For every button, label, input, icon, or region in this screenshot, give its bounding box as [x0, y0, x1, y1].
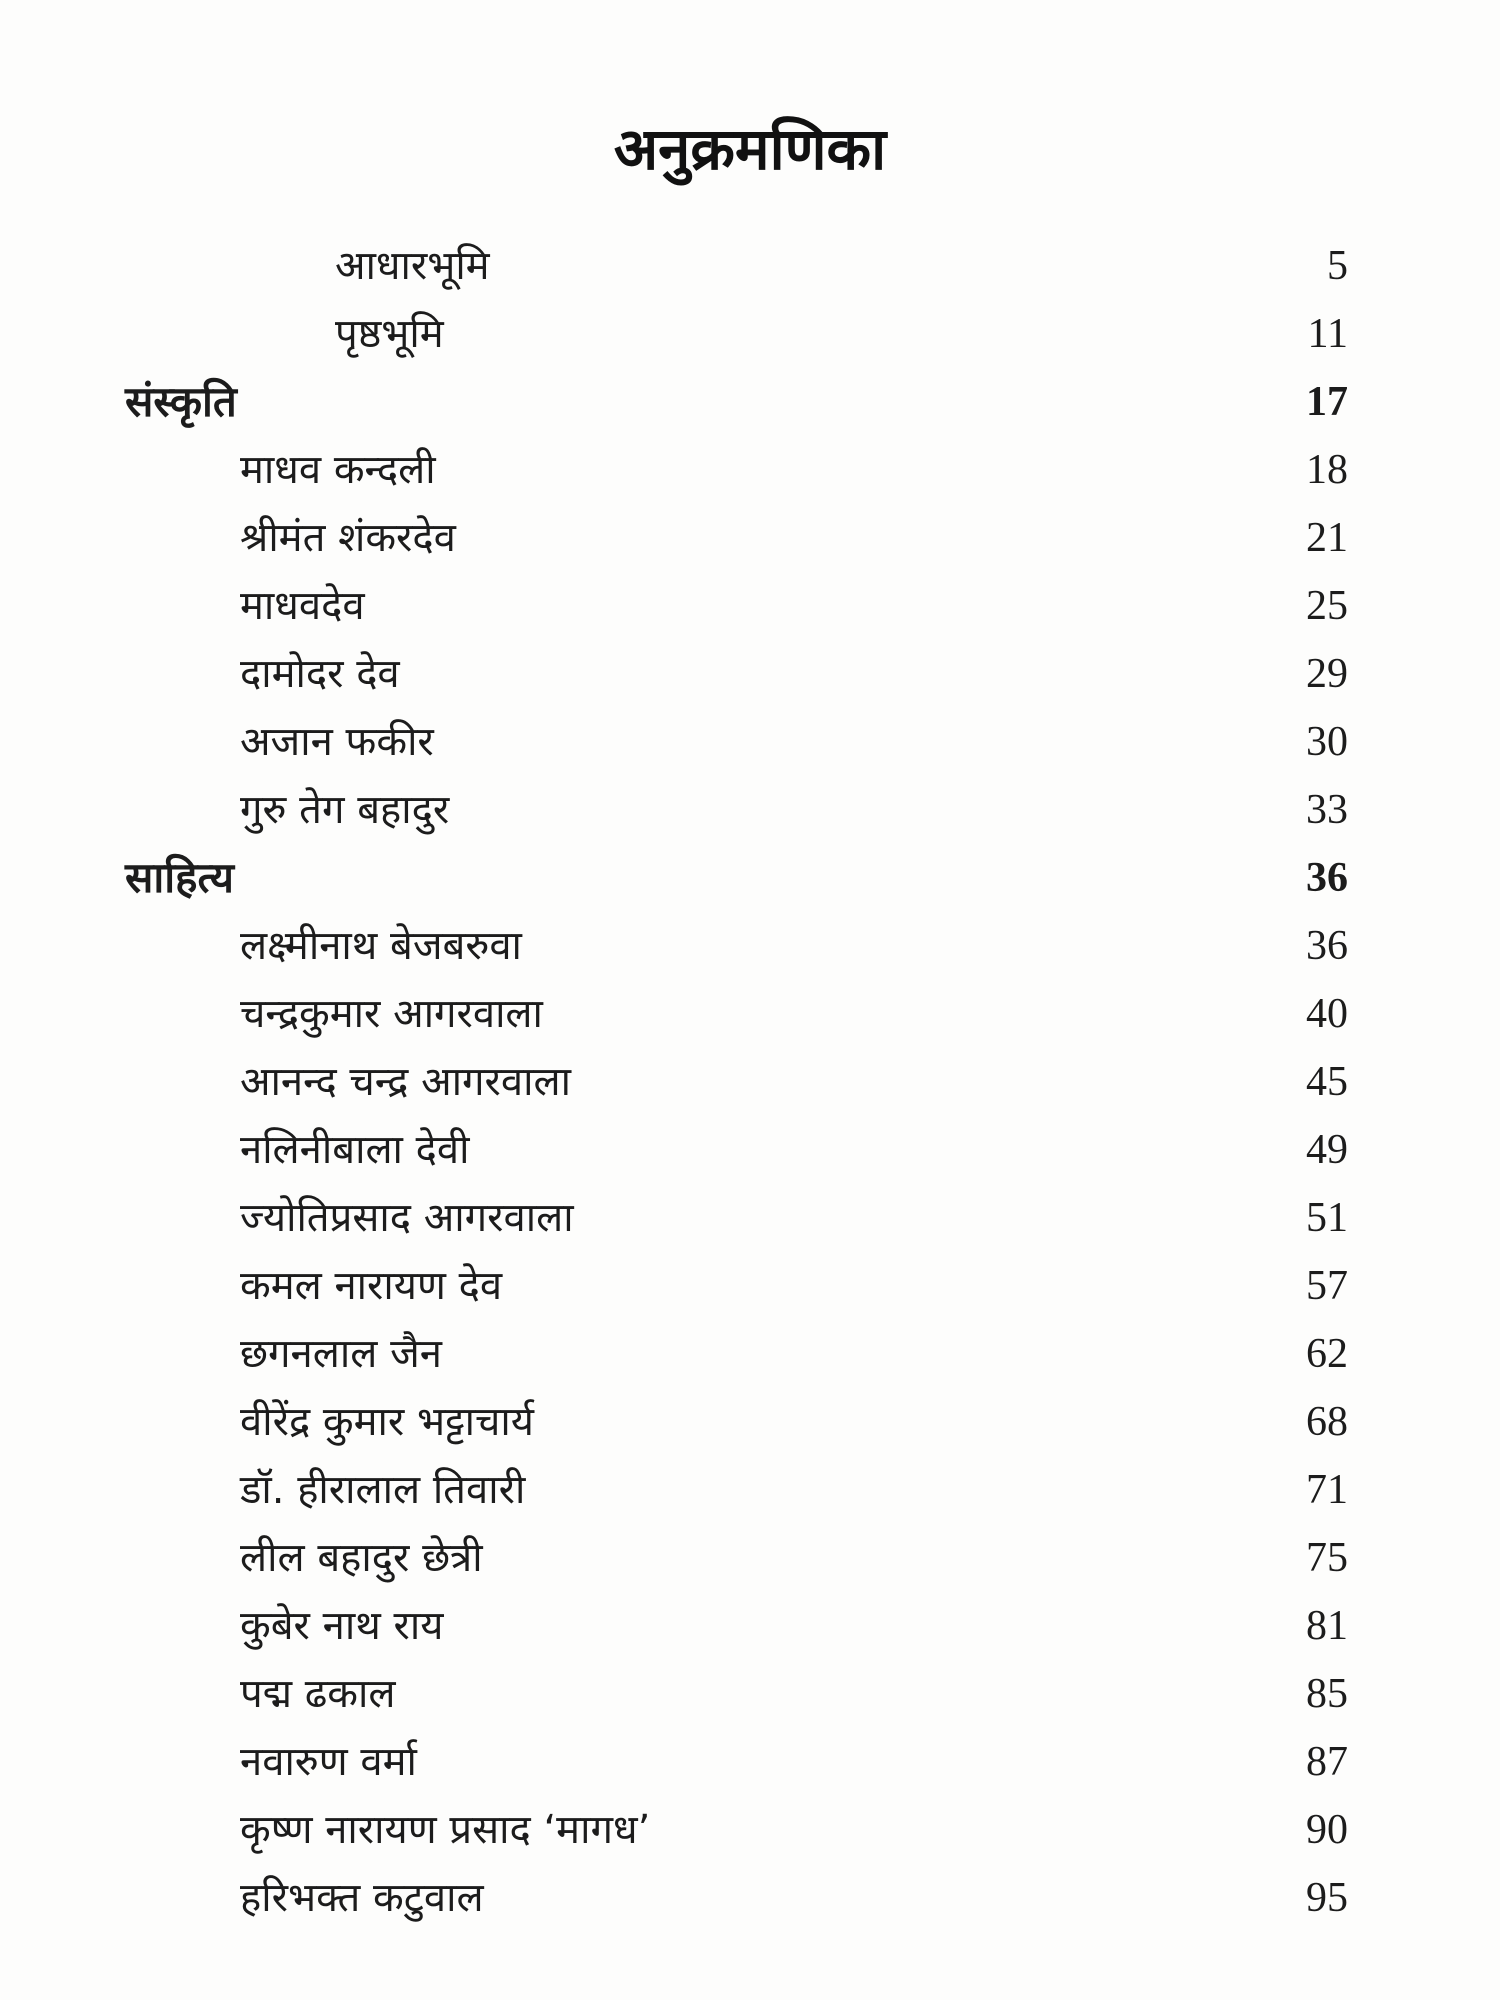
toc-entry-title: कुबेर नाथ राय	[240, 1603, 444, 1649]
toc-entry-title: ज्योतिप्रसाद आगरवाला	[240, 1195, 574, 1241]
toc-entry	[0, 1320, 1500, 1388]
toc-page-number: 68	[1306, 1399, 1348, 1445]
toc-entry	[0, 504, 1500, 572]
toc-entry	[0, 1456, 1500, 1524]
toc-page-number: 62	[1306, 1331, 1348, 1377]
toc-page-number: 71	[1306, 1467, 1348, 1513]
toc-entry	[0, 776, 1500, 844]
toc-entry-title: गुरु तेग बहादुर	[240, 787, 450, 833]
toc-entry	[0, 1388, 1500, 1456]
toc-entry-title: साहित्य	[125, 853, 234, 902]
toc-entry-title: चन्द्रकुमार आगरवाला	[240, 991, 543, 1037]
toc-page-number: 36	[1306, 923, 1348, 969]
toc-entry	[0, 300, 1500, 368]
toc-entry	[0, 708, 1500, 776]
toc-page-number: 25	[1306, 583, 1348, 629]
toc-entry-title: नवारुण वर्मा	[240, 1739, 417, 1785]
toc-entry-title: डॉ. हीरालाल तिवारी	[240, 1467, 526, 1513]
toc-entry-title: श्रीमंत शंकरदेव	[240, 515, 456, 561]
toc-entry	[0, 1116, 1500, 1184]
toc-entry-title: लक्ष्मीनाथ बेजबरुवा	[240, 923, 522, 969]
toc-page-number: 85	[1306, 1671, 1348, 1717]
toc-entry-title: माधवदेव	[240, 583, 365, 629]
toc-page-number: 11	[1307, 311, 1348, 357]
toc-page-number: 21	[1306, 515, 1348, 561]
toc-entry	[0, 640, 1500, 708]
toc-entry	[0, 1660, 1500, 1728]
toc-entry	[0, 1184, 1500, 1252]
toc-section-heading	[0, 368, 1500, 436]
toc-entry	[0, 572, 1500, 640]
toc-page-number: 36	[1306, 855, 1348, 901]
toc-entry	[0, 436, 1500, 504]
toc-entry-title: दामोदर देव	[240, 651, 400, 697]
toc-entry-title: हरिभक्त कटुवाल	[240, 1875, 484, 1921]
page-title: अनुक्रमणिका	[613, 114, 887, 183]
toc-page-number: 87	[1306, 1739, 1348, 1785]
toc-page-number: 33	[1306, 787, 1348, 833]
toc-entry	[0, 1048, 1500, 1116]
toc-entry-title: कमल नारायण देव	[240, 1263, 503, 1309]
toc-page-number: 49	[1306, 1127, 1348, 1173]
toc-entry	[0, 1252, 1500, 1320]
toc-page-number: 57	[1306, 1263, 1348, 1309]
toc-page-number: 5	[1327, 243, 1348, 289]
toc-page-number: 81	[1306, 1603, 1348, 1649]
toc-entry-title: संस्कृति	[125, 377, 237, 426]
toc-section-heading	[0, 844, 1500, 912]
toc-entry	[0, 1592, 1500, 1660]
toc-page-number: 29	[1306, 651, 1348, 697]
toc-entry	[0, 912, 1500, 980]
toc-page-number: 40	[1306, 991, 1348, 1037]
toc-entry-title: पद्म ढकाल	[240, 1671, 396, 1717]
toc-entry	[0, 1728, 1500, 1796]
toc-entry-title: अजान फकीर	[240, 719, 434, 765]
toc-entry	[0, 980, 1500, 1048]
toc-entry-title: कृष्ण नारायण प्रसाद ‘मागध’	[240, 1807, 651, 1853]
toc-entry	[0, 1524, 1500, 1592]
toc-entry-title: छगनलाल जैन	[240, 1331, 442, 1377]
toc-entry-title: माधव कन्दली	[240, 447, 436, 493]
toc-entry-title: लील बहादुर छेत्री	[240, 1535, 483, 1581]
toc-page-number: 18	[1306, 447, 1348, 493]
table-of-contents	[0, 232, 1500, 1932]
toc-page-number: 17	[1306, 379, 1348, 425]
toc-entry	[0, 232, 1500, 300]
toc-page-number: 30	[1306, 719, 1348, 765]
toc-entry-title: आनन्द चन्द्र आगरवाला	[240, 1059, 571, 1105]
toc-entry-title: पृष्ठभूमि	[335, 311, 444, 357]
toc-page-number: 75	[1306, 1535, 1348, 1581]
toc-entry-title: आधारभूमि	[335, 243, 490, 289]
toc-entry-title: नलिनीबाला देवी	[240, 1127, 470, 1173]
toc-page-number: 90	[1306, 1807, 1348, 1853]
toc-entry	[0, 1796, 1500, 1864]
toc-page-number: 45	[1306, 1059, 1348, 1105]
toc-page-number: 51	[1306, 1195, 1348, 1241]
toc-page-number: 95	[1306, 1875, 1348, 1921]
toc-entry	[0, 1864, 1500, 1932]
toc-entry-title: वीरेंद्र कुमार भट्टाचार्य	[240, 1399, 534, 1445]
